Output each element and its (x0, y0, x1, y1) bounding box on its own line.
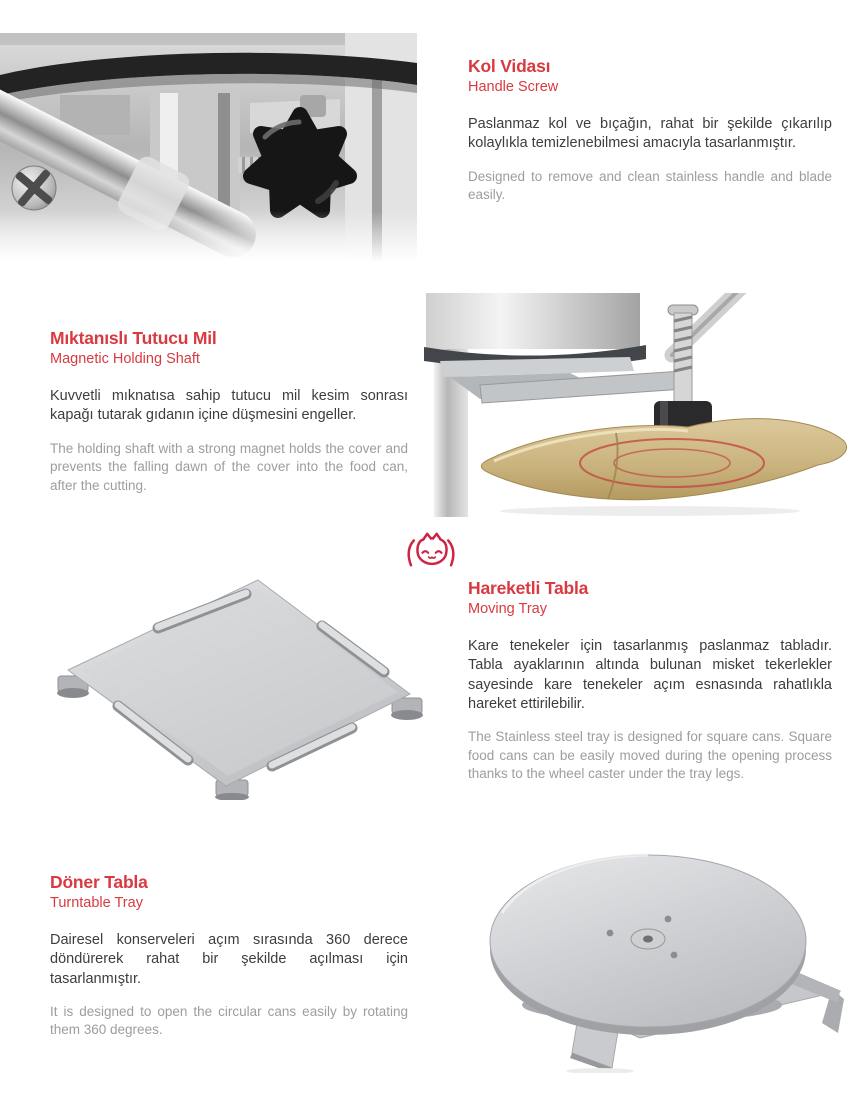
description-turkish: Dairesel konserveleri açım sırasında 360 derece döndürerek rahat bir şekilde açılması için tasarlanmıştır. (50, 932, 408, 987)
section-title: Kol Vidası (468, 56, 551, 76)
description-english: Designed to remove and clean stainless handle and blade easily. (468, 168, 832, 203)
turntable-tray-photo (440, 833, 868, 1073)
magnetic-holding-shaft-photo (420, 293, 868, 517)
section-magnetic-holding-shaft (50, 328, 408, 495)
section-title: Mıktanıslı Tutucu Mil (50, 328, 217, 348)
description-english: The holding shaft with a strong magnet holds the cover and prevents the falling dawn of the cover into the food can, after the cutting. (50, 440, 408, 493)
description-turkish: Kuvvetli mıknatısa sahip tutucu mil kesim sonrası kapağı tutarak gıdanın içine düşmesini engeller. (50, 388, 408, 424)
section-title: Döner Tabla (50, 872, 148, 892)
section-handle-screw (468, 56, 832, 205)
section-subtitle: Moving Tray (468, 601, 547, 617)
section-title: Hareketli Tabla (468, 578, 589, 598)
section-subtitle: Handle Screw (468, 79, 559, 95)
description-english: The Stainless steel tray is designed for square cans. Square food cans can be easily moved during the opening process thanks to the wheel caster under the tray legs. (468, 729, 832, 782)
section-moving-tray (468, 578, 832, 784)
section-subtitle: Turntable Tray (50, 895, 143, 911)
description-turkish: Paslanmaz kol ve bıçağın, rahat bir şekilde çıkarılıp kolaylıkla temizlenebilmesi amacıyla tasarlanmıştır. (468, 116, 832, 152)
handle-screw-photo (0, 33, 417, 262)
section-turntable-tray (50, 872, 408, 1040)
section-subtitle: Magnetic Holding Shaft (50, 351, 200, 367)
description-turkish: Kare tenekeler için tasarlanmış paslanmaz tabladır. Tabla ayaklarının altında bulunan misket tekerlekler sayesinde kare tenekeler açım esnasında rahatlıkla hareket ettirilebilir. (468, 638, 832, 712)
moving-tray-photo (40, 568, 445, 800)
cat-logo-icon (404, 529, 458, 571)
description-english: It is designed to open the circular cans easily by rotating them 360 degrees. (50, 1003, 408, 1038)
